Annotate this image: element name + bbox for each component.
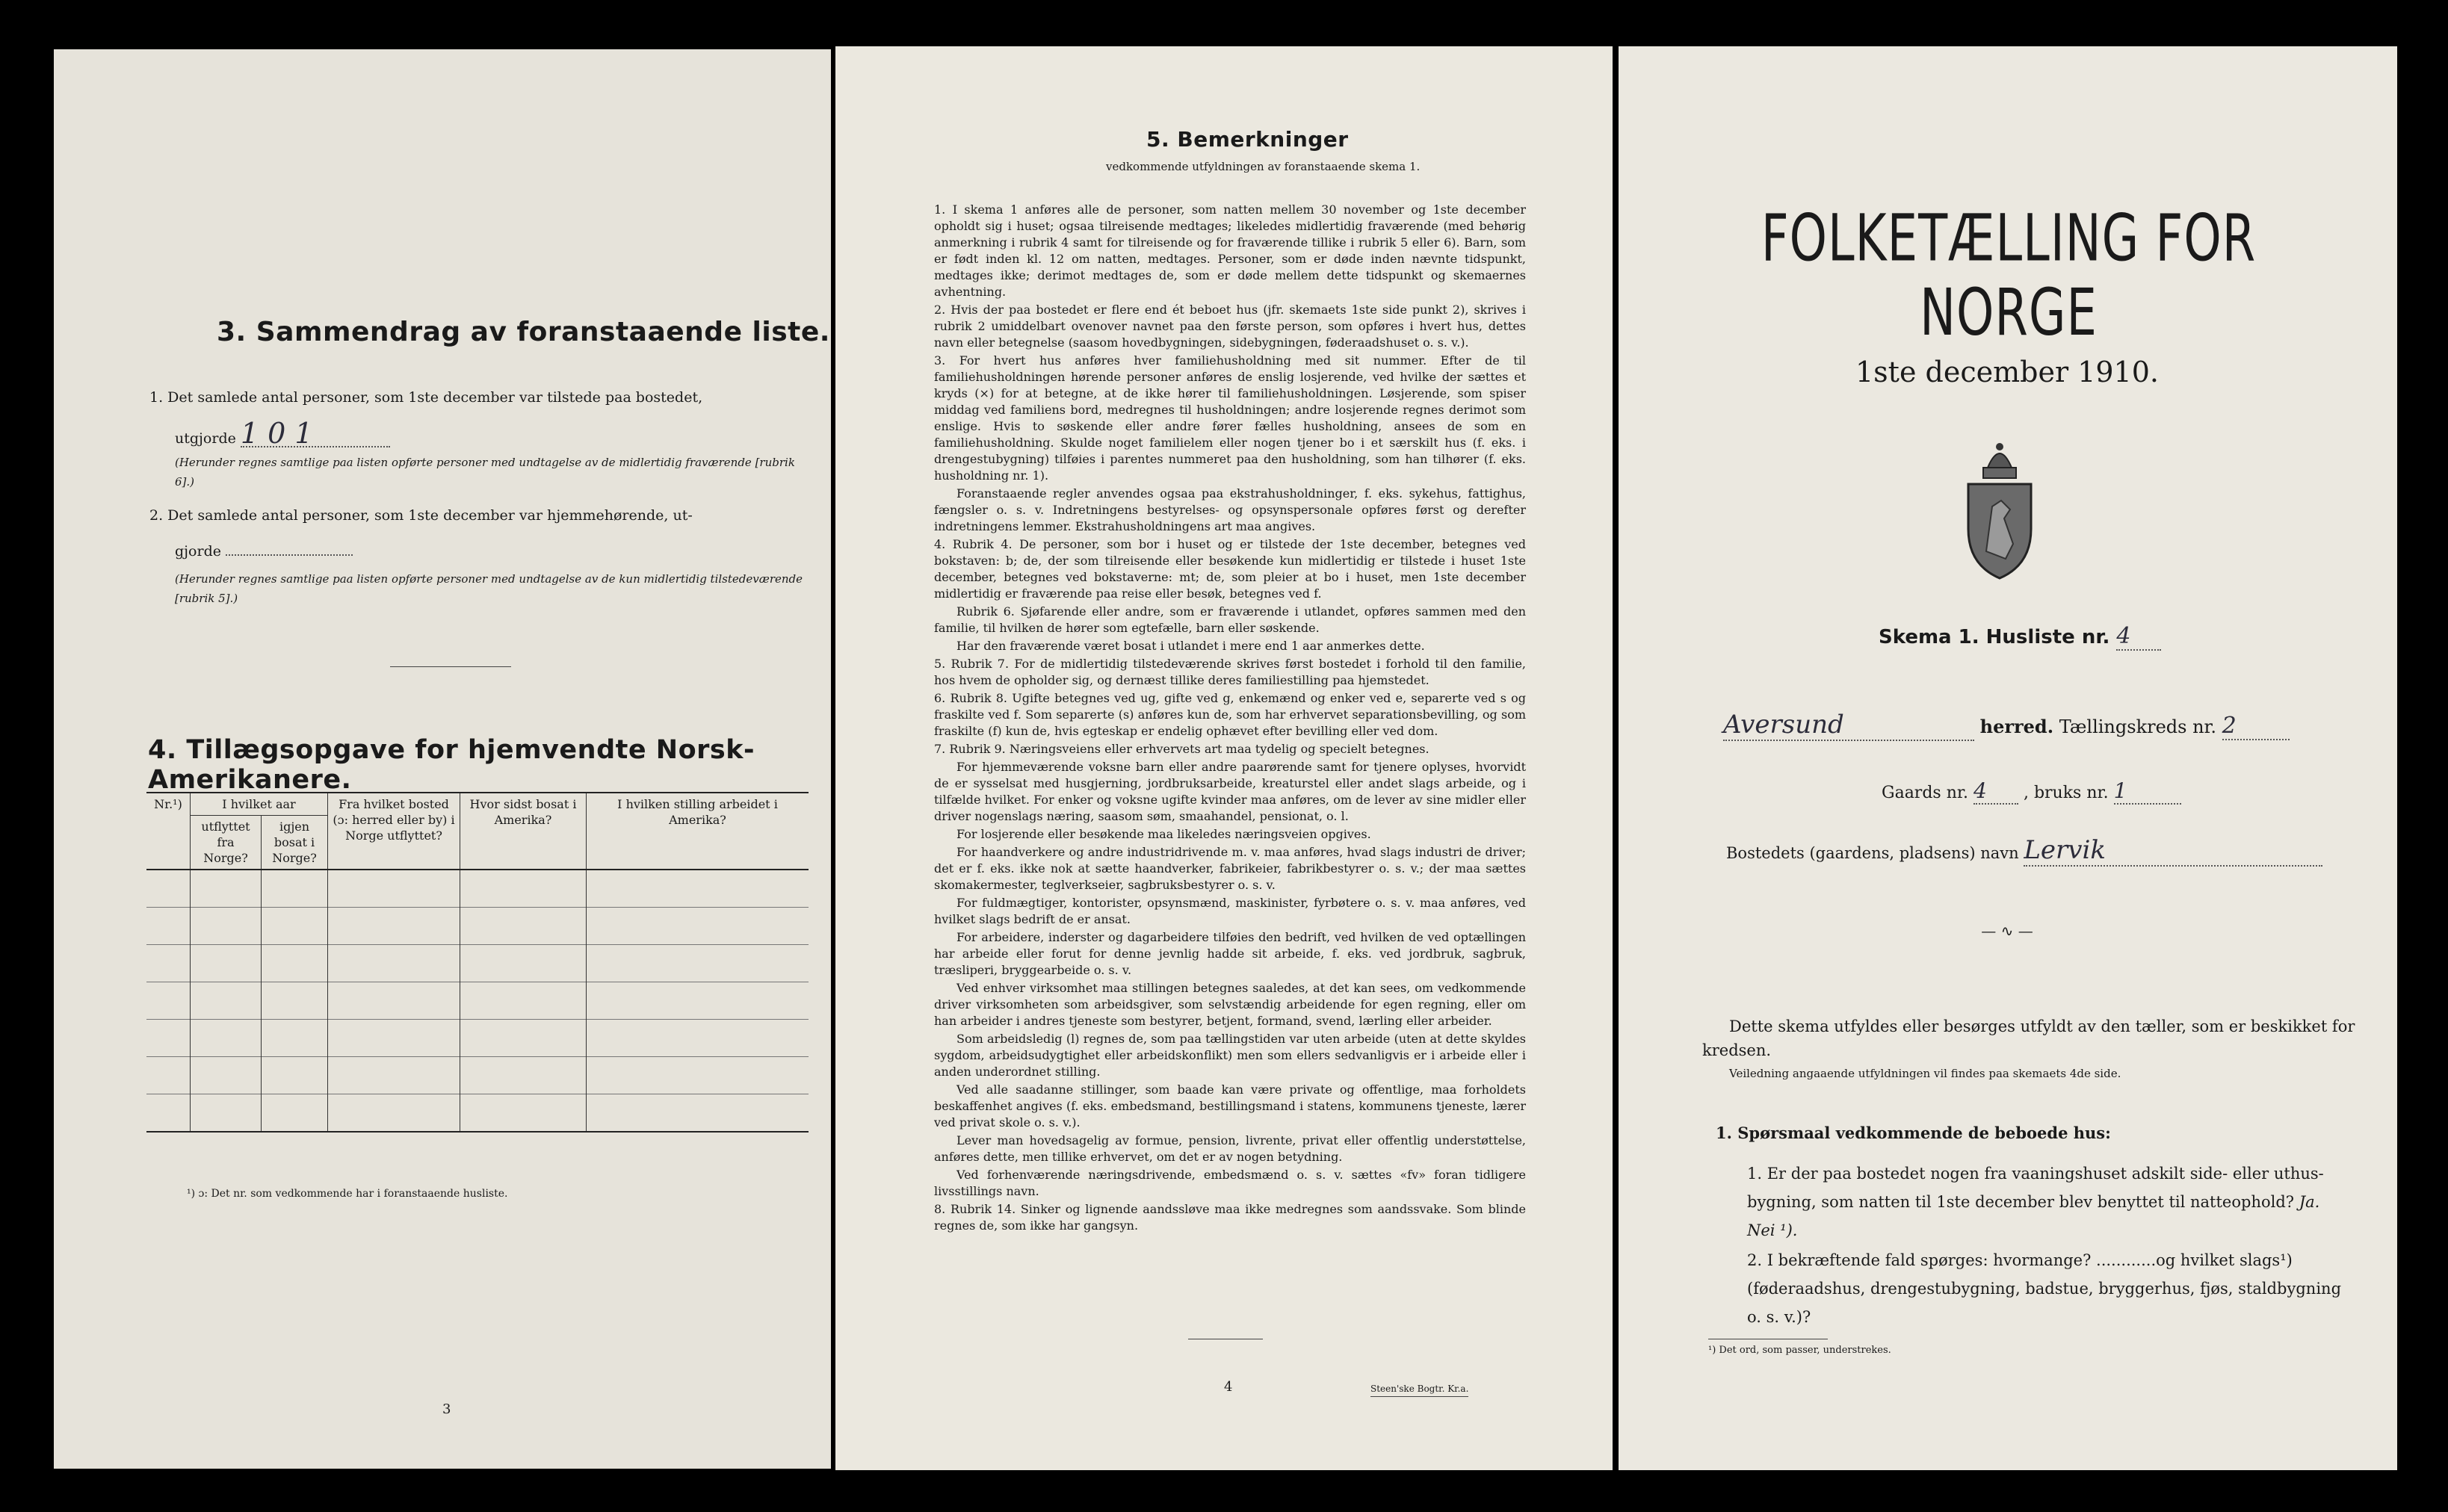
- schema-line: Skema 1. Husliste nr. 4: [1879, 623, 2161, 651]
- col-year: I hvilket aar: [191, 793, 328, 816]
- bosted-value: Lervik: [2024, 835, 2322, 867]
- remarks-subtitle: vedkommende utfyldningen av foranstaaende skema 1.: [1106, 160, 1421, 173]
- col-emigrated: utflyttet fra Norge?: [191, 816, 262, 870]
- page-3: [54, 49, 831, 1469]
- footnote: ¹) Det ord, som passer, understrekes.: [1708, 1345, 1891, 1356]
- col-position: I hvilken stilling arbeidet i Amerika?: [617, 797, 778, 827]
- item-1-label: utgjorde 1 0 1: [175, 421, 390, 451]
- col-america: Hvor sidst bosat i Amerika?: [460, 793, 587, 870]
- col-nr: Nr.¹): [146, 793, 191, 870]
- remarks-title: 5. Bemerkninger: [1146, 127, 1349, 152]
- kreds-value: 2: [2222, 713, 2290, 740]
- husliste-nr: 4: [2116, 623, 2161, 651]
- ornament-divider: — ∿ —: [1981, 922, 2033, 940]
- printer-mark: Steen'ske Bogtr. Kr.a.: [1370, 1384, 1468, 1397]
- page-1: [1619, 46, 2397, 1470]
- q1-answer: Ja. Nei ¹).: [1747, 1193, 2320, 1239]
- supplement-table: [146, 792, 809, 1133]
- page-number: 4: [1224, 1379, 1233, 1395]
- item-2-text: 2. Det samlede antal personer, som 1ste december var hjemmehørende, ut-: [149, 507, 693, 524]
- remark-paragraph: 6. Rubrik 8. Ugifte betegnes ved ug, gifte ved g, enkemænd og enker ved e, separerte ved s og fraskilte ved f. Som separerte (s) anføres kun de, som har erhvervet separationsbevilling, og som fraskilte (f) kun de, hvis egteskap er endelig ophævet efter bevilling eller ved dom.: [934, 691, 1526, 738]
- gaards-line: Gaards nr. 4 , bruks nr. 1: [1882, 778, 2181, 805]
- item-1-value: 1 0 1: [241, 421, 390, 447]
- bruks-value: 1: [2114, 778, 2181, 805]
- intro-text: Dette skema utfyldes eller besørges utfyldt av den tæller, som er beskikket for kredsen.: [1702, 1017, 2355, 1059]
- remark-paragraph: Rubrik 6. Sjøfarende eller andre, som er fraværende i utlandet, opføres sammen med den familie, til hvilken de hører som egtefælle, barn eller søskende.: [934, 604, 1526, 635]
- remark-paragraph: 3. For hvert hus anføres hver familiehusholdning med sit nummer. Efter de til familiehusholdningen hørende personer anføres de enslig losjerende, ved hvilke der sættes et kryds (×) for at betegne, at de ikke hører til familiehusholdningen. Løsjerende, som spiser middag ved familiens bord, medregnes til husholdningen; andre losjerende regnes derimot som enslige. Hvis to søskende eller andre fører fælles husholdning, ansees de som en familiehusholdning. Skulde noget familielem eller nogen tjener bo i et særskilt hus (f. eks. i drengestubygning) tilføies i parentes nummeret paa den husholdning, som han tilhører (f. eks. husholdning nr. 1).: [934, 353, 1526, 483]
- herred-line: Aversund herred. Tællingskreds nr. 2: [1723, 710, 2290, 741]
- section-4-title: 4. Tillægsopgave for hjemvendte Norsk-Amerikanere.: [148, 735, 755, 795]
- remark-paragraph: For losjerende eller besøkende maa likeledes næringsveien opgives.: [956, 827, 1371, 841]
- question-1: 1. Er der paa bostedet nogen fra vaaningshuset adskilt side- eller uthus-bygning, som natten til 1ste december blev benyttet til natteophold? Ja. Nei ¹).: [1747, 1165, 2324, 1239]
- remark-paragraph: 8. Rubrik 14. Sinker og lignende aandssløve maa ikke medregnes som aandssvake. Som blinde regnes de, som ikke har gangsyn.: [934, 1202, 1526, 1233]
- remark-paragraph: 5. Rubrik 7. For de midlertidig tilstedeværende skrives først bostedet i forhold til den familie, hos hvem de opholder sig, og dernæst tillike deres familiestilling paa hjemstedet.: [934, 657, 1526, 687]
- col-from: Fra hvilket bosted (ɔ: herred eller by) i Norge utflyttet?: [328, 793, 460, 870]
- remark-paragraph: For fuldmægtiger, kontorister, opsynsmænd, maskinister, fyrbøtere o. s. v. maa anføres, ved hvilket slags bedrift de er ansat.: [934, 896, 1526, 926]
- intro-small: Veiledning angaaende utfyldningen vil findes paa skemaets 4de side.: [1729, 1067, 2121, 1080]
- remark-paragraph: For hjemmeværende voksne barn eller andre paarørende samt for tjenere oplyses, hvorvidt de er sysselsat med husgjerning, jordbruksarbeide, kreaturstel eller andet slags arbeide, og i tilfælde hvilket. For enker og voksne ugifte kvinder maa anføres, om de lever av sine midler eller driver nogenslags næring, saasom søm, smaahandel, pensionat, o. l.: [934, 760, 1526, 823]
- item-2-note: (Herunder regnes samtlige paa listen opførte personer med undtagelse av de kun midlertidig tilstedeværende [rubrik 5].): [175, 572, 803, 605]
- form-title: FOLKETÆLLING FOR NORGE: [1761, 202, 2257, 351]
- remark-paragraph: 4. Rubrik 4. De personer, som bor i huset og er tilstede der 1ste december, betegnes ved bokstaven: b; de, der som tilreisende eller besøkende kun midlertidig er tilstede i huset 1ste december, betegnes ved bokstaverne: mt; de, som pleier at bo i huset, men 1ste december midlertidig er fraværende paa reise eller besøk, betegnes ved f.: [934, 537, 1526, 601]
- question-header: 1. Spørsmaal vedkommende de beboede hus:: [1716, 1124, 2111, 1142]
- remark-paragraph: For haandverkere og andre industridrivende m. v. maa anføres, hvad slags industri de driver; det er f. eks. ikke nok at sætte haandverker, fabrikeier, fabrikbestyrer o. s. v.; der maa sættes skomakermester, teglverkseier, sagbruksbestyrer o. s. v.: [934, 845, 1526, 892]
- herred-value: Aversund: [1723, 710, 1974, 741]
- remark-paragraph: For arbeidere, inderster og dagarbeidere tilføies den bedrift, ved hvilken de ved optællingen har arbeide eller forut for denne jevnlig hadde sit arbeide, f. eks. ved jordbruk, sagbruk, træsliperi, bryggearbeide o. s. v.: [934, 930, 1526, 977]
- coat-of-arms-icon: [1958, 432, 2041, 581]
- remark-paragraph: 1. I skema 1 anføres alle de personer, som natten mellem 30 november og 1ste december opholdt sig i huset; ogsaa tilreisende medtages; likeledes midlertidig fraværende (med behørig anmerkning i rubrik 4 samt for tilreisende og for fraværende tillike i rubrik 5 eller 6). Barn, som er født inden kl. 12 om natten, medtages. Personer, som er døde inden nævnte tidspunkt, medtages ikke; derimot medtages de, som er døde mellem dette tidspunkt og skemaernes avhentning.: [934, 202, 1526, 299]
- item-1-note: (Herunder regnes samtlige paa listen opførte personer med undtagelse av de midlertidig fraværende [rubrik 6].): [175, 456, 795, 489]
- remark-paragraph: Ved forhenværende næringsdrivende, embedsmænd o. s. v. sættes «fv» foran tidligere livsstillings navn.: [934, 1168, 1526, 1198]
- gaards-value: 4: [1973, 778, 2018, 805]
- form-date: 1ste december 1910.: [1855, 356, 2159, 388]
- question-2: 2. I bekræftende fald spørges: hvormange? ............og hvilket slags¹) (føderaadshus, drengestubygning, badstue, bryggerhus, fjøs, staldbygning o. s. v.)?: [1747, 1251, 2342, 1326]
- page-number: 3: [442, 1401, 451, 1417]
- remarks-body: [934, 202, 1526, 1236]
- page-4: [835, 46, 1613, 1470]
- item-2-label: gjorde: [175, 539, 353, 564]
- section-3-title: 3. Sammendrag av foranstaaende liste.: [217, 317, 830, 347]
- divider: [390, 666, 511, 667]
- remark-paragraph: Lever man hovedsagelig av formue, pension, livrente, privat eller offentlig understøttelse, anføres dette, men tillike erhvervet, om det er av nogen betydning.: [934, 1133, 1526, 1164]
- col-returned: igjen bosat i Norge?: [262, 816, 328, 870]
- remark-paragraph: Har den fraværende været bosat i utlandet i mere end 1 aar anmerkes dette.: [956, 639, 1425, 653]
- remark-paragraph: Ved enhver virksomhet maa stillingen betegnes saaledes, at det kan sees, om vedkommende driver virksomheten som arbeidsgiver, som selvstændig arbeidende for egen regning, eller om han arbeider i andres tjeneste som bestyrer, betjent, formand, svend, lærling eller arbeider.: [934, 981, 1526, 1028]
- item-1-text: 1. Det samlede antal personer, som 1ste december var tilstede paa bostedet,: [149, 389, 703, 406]
- remark-paragraph: Ved alle saadanne stillinger, som baade kan være private og offentlige, maa forholdets beskaffenhet angives (f. eks. embedsmand, bestillingsmand i statens, kommunens tjeneste, lærer ved privat skole o. s. v.).: [934, 1082, 1526, 1130]
- remark-paragraph: 2. Hvis der paa bostedet er flere end ét beboet hus (jfr. skemaets 1ste side punkt 2), skrives i rubrik 2 umiddelbart ovenover navnet paa den første person, som opføres i hvert hus, dettes navn eller betegnelse (saasom hovedbygningen, sidebygningen, føderaadshuset o. s. v.).: [934, 303, 1526, 350]
- footnote: ¹) ɔ: Det nr. som vedkommende har i foranstaaende husliste.: [187, 1188, 508, 1200]
- remark-paragraph: Som arbeidsledig (l) regnes de, som paa tællingstiden var uten arbeide (uten at dette skyldes sygdom, arbeidsudygtighet eller arbeidskonflikt) men som ellers sedvanligvis er i arbeide eller i anden underordnet stilling.: [934, 1032, 1526, 1079]
- remark-paragraph: 7. Rubrik 9. Næringsveiens eller erhvervets art maa tydelig og specielt betegnes.: [934, 742, 1429, 756]
- remark-paragraph: Foranstaaende regler anvendes ogsaa paa ekstrahusholdninger, f. eks. sykehus, fattighus, fængsler o. s. v. Indretningens bestyrelses- og opsynspersonale opføres først og derefter indretningens lemmer. Ekstrahusholdningens art maa angives.: [934, 486, 1526, 533]
- bosted-line: Bostedets (gaardens, pladsens) navn Lervik: [1726, 835, 2322, 867]
